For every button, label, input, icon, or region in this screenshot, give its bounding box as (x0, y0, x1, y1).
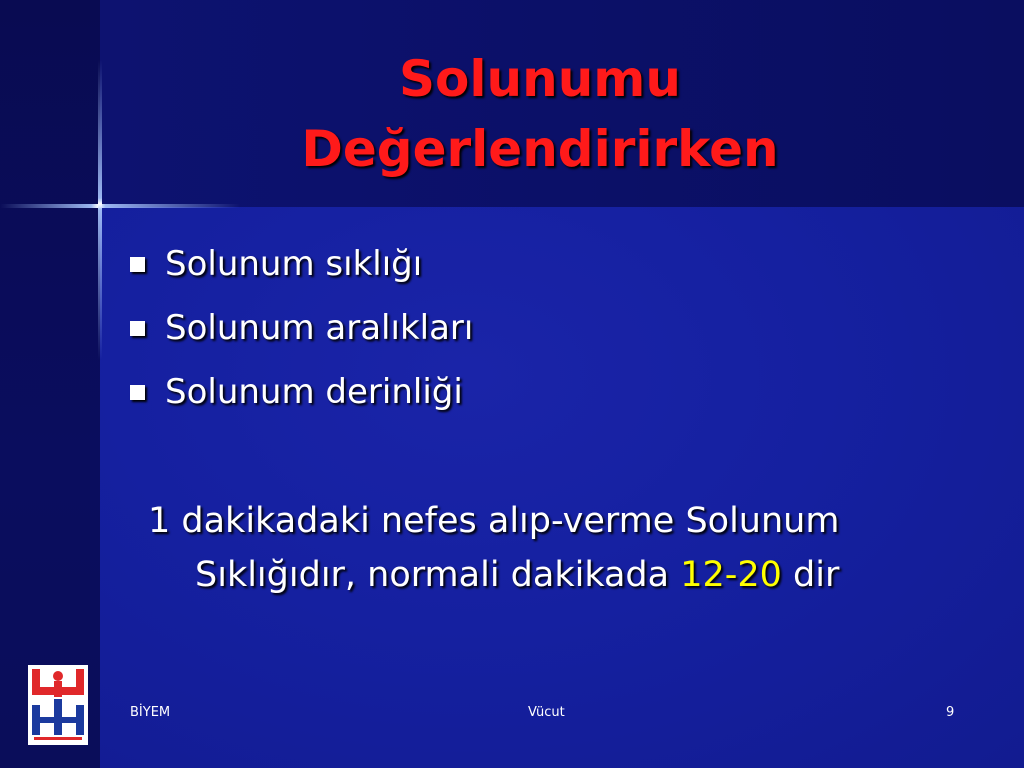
footer-left: BİYEM (130, 705, 171, 720)
square-bullet-icon (130, 385, 145, 400)
paragraph-text-before: Sıklığıdır, normali dakikada (195, 555, 681, 595)
square-bullet-icon (130, 257, 145, 272)
biyem-logo-icon (28, 665, 88, 745)
slide-number: 9 (946, 705, 955, 720)
sparkle-vertical (98, 60, 102, 360)
bullet-text: Solunum aralıkları (165, 308, 474, 348)
bullet-item (130, 232, 473, 296)
bullet-item (130, 296, 473, 360)
square-bullet-icon (130, 321, 145, 336)
paragraph-line-2 (140, 548, 960, 602)
footer-center: Vücut (528, 705, 565, 720)
slide-title (180, 44, 900, 184)
title-line-1: Solunumu (399, 50, 681, 108)
logo-graphic (28, 665, 88, 745)
left-band (0, 0, 100, 768)
bullet-text: Solunum derinliği (165, 372, 463, 412)
title-line-2: Değerlendirirken (301, 120, 779, 178)
body-paragraph (140, 494, 960, 602)
paragraph-text-after: dir (781, 555, 840, 595)
sparkle-horizontal (0, 204, 240, 208)
highlight-range: 12-20 (680, 555, 782, 595)
bullet-list (130, 232, 473, 424)
bullet-item (130, 360, 473, 424)
bullet-text: Solunum sıklığı (165, 244, 423, 284)
paragraph-line-1: 1 dakikadaki nefes alıp-verme Solunum (148, 501, 840, 541)
